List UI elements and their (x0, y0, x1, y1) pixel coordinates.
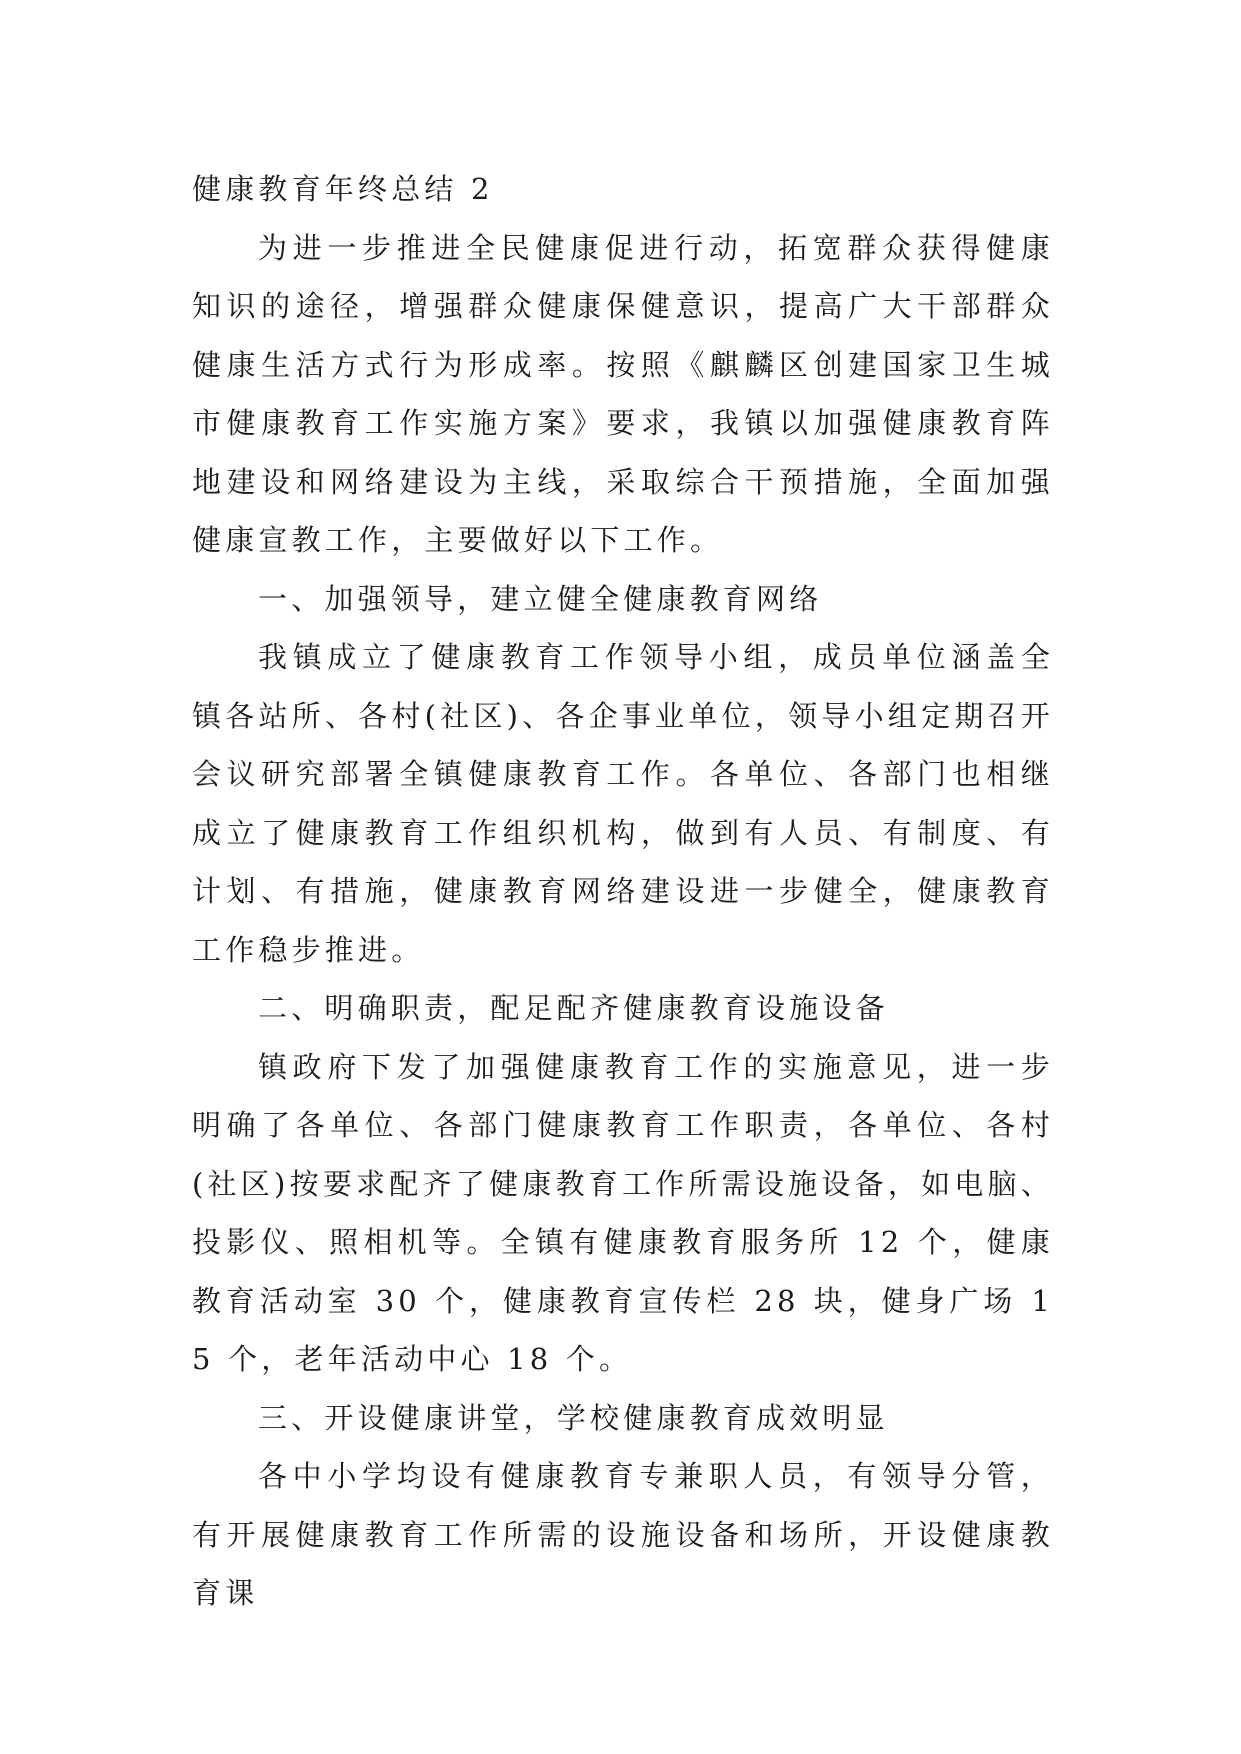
document-body (192, 160, 1054, 1623)
section-heading-2: 二、明确职责，配足配齐健康教育设施设备 (258, 991, 889, 1025)
section-3-paragraph: 各中小学均设有健康教育专兼职人员，有领导分管，有开展健康教育工作所需的设施设备和场所，开设健康教育课 (192, 1459, 1054, 1610)
document-title: 健康教育年终总结 2 (192, 172, 494, 206)
section-2-paragraph: 镇政府下发了加强健康教育工作的实施意见，进一步明确了各单位、各部门健康教育工作职责，各单位、各村(社区)按要求配齐了健康教育工作所需设施设备，如电脑、投影仪、照相机等。全镇有健康教育服务所 12 个，健康教育活动室 30 个，健康教育宣传栏 28 块，健身广场 15 个，老年活动中心 18 个。 (192, 1049, 1054, 1376)
section-heading-3: 三、开设健康讲堂，学校健康教育成效明显 (258, 1400, 889, 1435)
section-1-paragraph: 我镇成立了健康教育工作领导小组，成员单位涵盖全镇各站所、各村(社区)、各企事业单位，领导小组定期召开会议研究部署全镇健康教育工作。各单位、各部门也相继成立了健康教育工作组织机构，做到有人员、有制度、有计划、有措施，健康教育网络建设进一步健全，健康教育工作稳步推进。 (192, 640, 1054, 967)
intro-paragraph: 为进一步推进全民健康促进行动，拓宽群众获得健康知识的途径，增强群众健康保健意识，提高广大干部群众健康生活方式行为形成率。按照《麒麟区创建国家卫生城市健康教育工作实施方案》要求，我镇以加强健康教育阵地建设和网络建设为主线，采取综合干预措施，全面加强健康宣教工作，主要做好以下工作。 (192, 230, 1054, 557)
section-heading-1: 一、加强领导，建立健全健康教育网络 (258, 581, 823, 616)
